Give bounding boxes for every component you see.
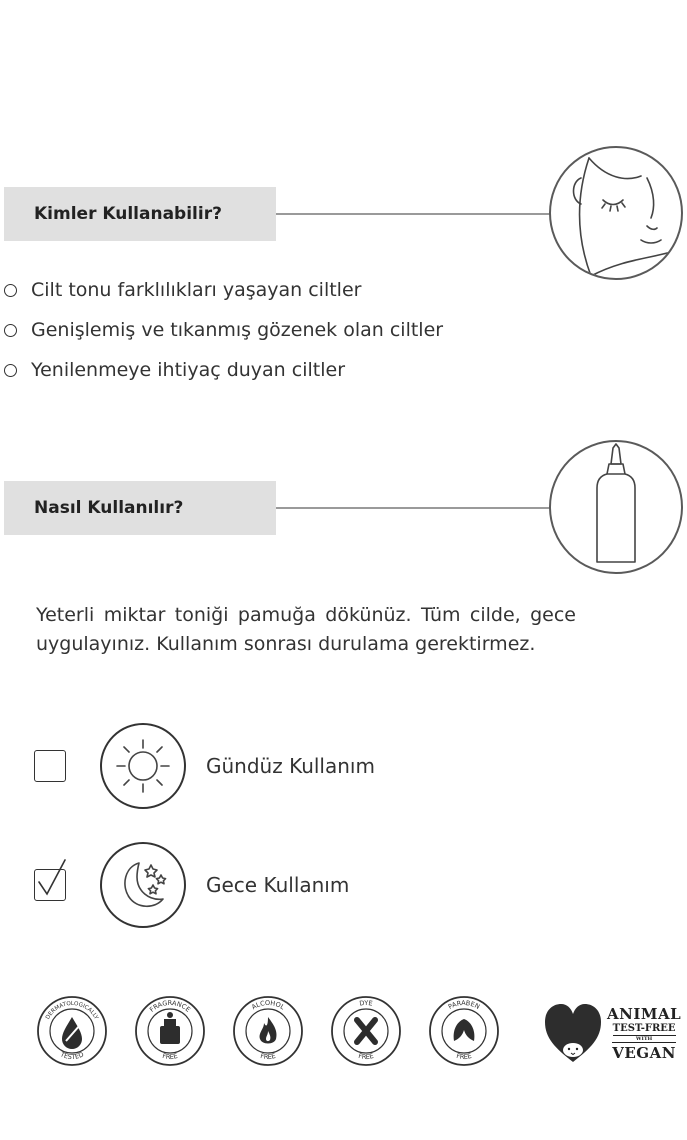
badge-bottom-text: FREE	[161, 1051, 179, 1062]
who-item-text: Yenilenmeye ihtiyaç duyan ciltler	[31, 359, 346, 381]
day-usage-checkbox[interactable]	[34, 750, 66, 782]
dropper-icon	[62, 1017, 82, 1049]
certification-badges	[36, 995, 526, 1067]
animal-test-free-vegan-logo	[543, 1000, 681, 1066]
badge-paraben-free	[428, 995, 500, 1067]
night-usage-label: Gece Kullanım	[206, 873, 350, 897]
who-can-use-heading	[4, 187, 276, 241]
badge-bottom-text: FREE	[259, 1051, 277, 1062]
bottle-illustration-icon	[549, 440, 683, 574]
badge-dye-free	[330, 995, 402, 1067]
night-usage-row	[34, 842, 349, 928]
animal-logo-line3: WITH	[635, 1035, 653, 1042]
badge-top-text: FRAGRANCE	[148, 998, 192, 1014]
badge-top-text: DYE	[358, 998, 374, 1008]
day-usage-row	[34, 723, 375, 809]
badge-top-text: ALCOHOL	[250, 998, 286, 1012]
who-connector-line	[276, 213, 551, 215]
badge-alcohol-free	[232, 995, 304, 1067]
how-heading-text: Nasıl Kullanılır?	[34, 498, 184, 518]
perfume-icon	[160, 1012, 180, 1044]
checkmark-icon	[35, 858, 67, 898]
badge-top-text: DERMATOLOGICALLY	[45, 1000, 99, 1021]
bunny-heart-icon	[543, 1000, 603, 1066]
who-heading-text: Kimler Kullanabilir?	[34, 204, 222, 224]
how-connector-line	[276, 507, 551, 509]
circle-bullet-icon	[4, 324, 17, 337]
night-usage-checkbox[interactable]	[34, 869, 66, 901]
x-icon	[357, 1020, 375, 1042]
animal-logo-line4: VEGAN	[612, 1043, 676, 1062]
badge-top-text: PARABEN	[446, 998, 482, 1011]
moon-stars-icon	[100, 842, 186, 928]
badge-bottom-text: TESTED	[58, 1050, 86, 1062]
face-illustration-icon	[549, 146, 683, 280]
day-usage-label: Gündüz Kullanım	[206, 754, 375, 778]
circle-bullet-icon	[4, 364, 17, 377]
sun-icon	[100, 723, 186, 809]
leaf-icon	[454, 1019, 475, 1041]
badge-bottom-text: FREE	[357, 1051, 375, 1062]
animal-logo-line1: ANIMAL	[607, 1004, 682, 1023]
who-list-item	[4, 270, 443, 310]
flame-icon	[260, 1017, 277, 1044]
who-item-text: Genişlemiş ve tıkanmış gözenek olan ciltler	[31, 319, 444, 341]
badge-dermatologically-tested	[36, 995, 108, 1067]
who-list-item	[4, 350, 443, 390]
badge-fragrance-free	[134, 995, 206, 1067]
animal-logo-line2: TEST-FREE	[612, 1022, 676, 1034]
how-to-use-text: Yeterli miktar toniği pamuğa dökünüz. Tüm cilde, gece uygulayınız. Kullanım sonrası durulama gerektirmez.	[36, 604, 576, 655]
how-to-use-heading	[4, 481, 276, 535]
who-list-item	[4, 310, 443, 350]
animal-logo-text	[607, 1005, 681, 1062]
who-list	[4, 270, 443, 390]
who-item-text: Cilt tonu farklılıkları yaşayan ciltler	[31, 279, 362, 301]
badge-bottom-text: FREE	[455, 1051, 473, 1062]
circle-bullet-icon	[4, 284, 17, 297]
